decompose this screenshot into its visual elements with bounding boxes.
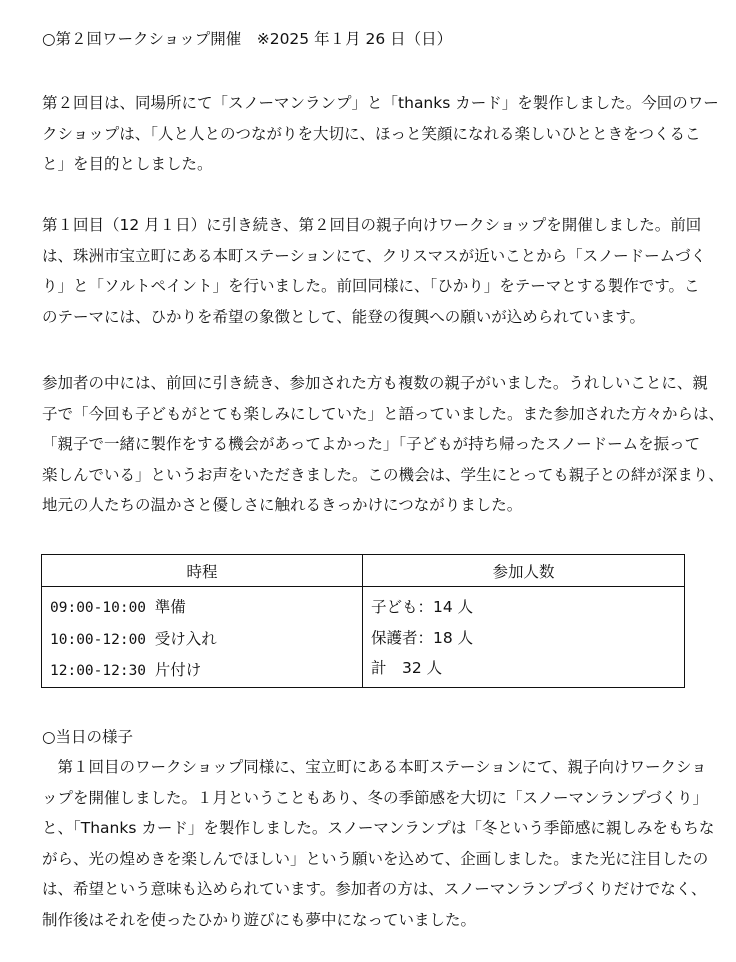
schedule-time: 12:00-12:30 (50, 663, 147, 679)
participant-count-guardians: 保護者：18 人 (371, 628, 474, 647)
schedule-cell (42, 587, 363, 688)
text-line: のテーマには、ひかりを希望の象徴として、能登の復興への願いが込められています。 (42, 307, 645, 326)
text-line: り」と「ソルトペイント」を行いました。前回同様に、「ひかり」をテーマとする製作です。こ (42, 277, 700, 295)
text-line: 参加者の中には、前回に引き続き、参加された方も複数の親子がいました。うれしいことに、親 (42, 374, 708, 392)
table-header-row (42, 555, 685, 587)
text-line: 第１回目のワークショップ同様に、宝立町にある本町ステーションにて、親子向けワークショ (42, 758, 707, 776)
schedule-task: 準備 (154, 598, 186, 616)
schedule-time: 10:00-12:00 (50, 631, 147, 648)
paragraph-day-report (42, 752, 715, 935)
text-line: と」を目的としました。 (42, 155, 213, 173)
schedule-item (50, 592, 354, 624)
schedule-task: 受け入れ (154, 629, 217, 648)
text-line: 制作後はそれを使ったひかり遊びにも夢中になっていました。 (42, 910, 477, 929)
schedule-task: 片付け (154, 661, 202, 679)
text-line: 第２回目は、同場所にて「スノーマンランプ」と「thanks カード」を製作しました。今回のワー (42, 94, 719, 112)
event-heading: ○第２回ワークショップ開催 ※2025 年１月 26 日（日） (42, 30, 453, 48)
text-line: は、希望という意味も込められています。参加者の方は、スノーマンランプづくりだけでなく、 (42, 880, 707, 898)
participant-count-children: 子ども：14 人 (371, 598, 474, 616)
schedule-table (41, 554, 685, 688)
paragraph-participants (42, 368, 725, 521)
paragraph-background (42, 210, 707, 332)
text-line: 子で「今回も子どもがとても楽しみにしていた」と語っていました。また参加された方々からは、 (42, 404, 725, 423)
section-title: ○当日の様子 (42, 728, 134, 746)
text-line: がら、光の煌めきを楽しんでほしい」という願いを込めて、企画しました。また光に注目したの (42, 849, 709, 868)
text-line: と、「Thanks カード」を製作しました。スノーマンランプは「冬という季節感に親しみをもちな (42, 819, 715, 837)
text-line: 「親子で一緒に製作をする機会があってよかった」「子どもが持ち帰ったスノードームを振って (42, 435, 701, 453)
text-line: ップを開催しました。１月ということもあり、冬の季節感を大切に「スノーマンランプづくり」 (42, 788, 709, 807)
header-schedule: 時程 (42, 555, 363, 587)
text-line: は、珠洲市宝立町にある本町ステーションにて、クリスマスが近いことから「スノードームづく (42, 246, 707, 265)
text-line: 楽しんでいる」というお声をいただきました。この機会は、学生にとっても親子との絆が深まり、 (42, 465, 724, 484)
table-row (42, 587, 685, 688)
text-line: 第１回目（12 月１日）に引き続き、第２回目の親子向けワークショップを開催しました。前回 (42, 216, 702, 234)
paragraph-overview (42, 88, 719, 180)
text-line: クショップは、「人と人とのつながりを大切に、ほっと笑顔になれる楽しいひとときをつくるこ (42, 124, 701, 143)
participants-cell (363, 587, 685, 688)
participant-count-total: 計 32 人 (371, 659, 443, 677)
schedule-item (50, 655, 354, 687)
header-participants: 参加人数 (363, 555, 685, 587)
schedule-item (50, 624, 354, 656)
text-line: 地元の人たちの温かさと優しさに触れるきっかけにつながりました。 (42, 496, 523, 514)
schedule-time: 09:00-10:00 (50, 600, 147, 616)
